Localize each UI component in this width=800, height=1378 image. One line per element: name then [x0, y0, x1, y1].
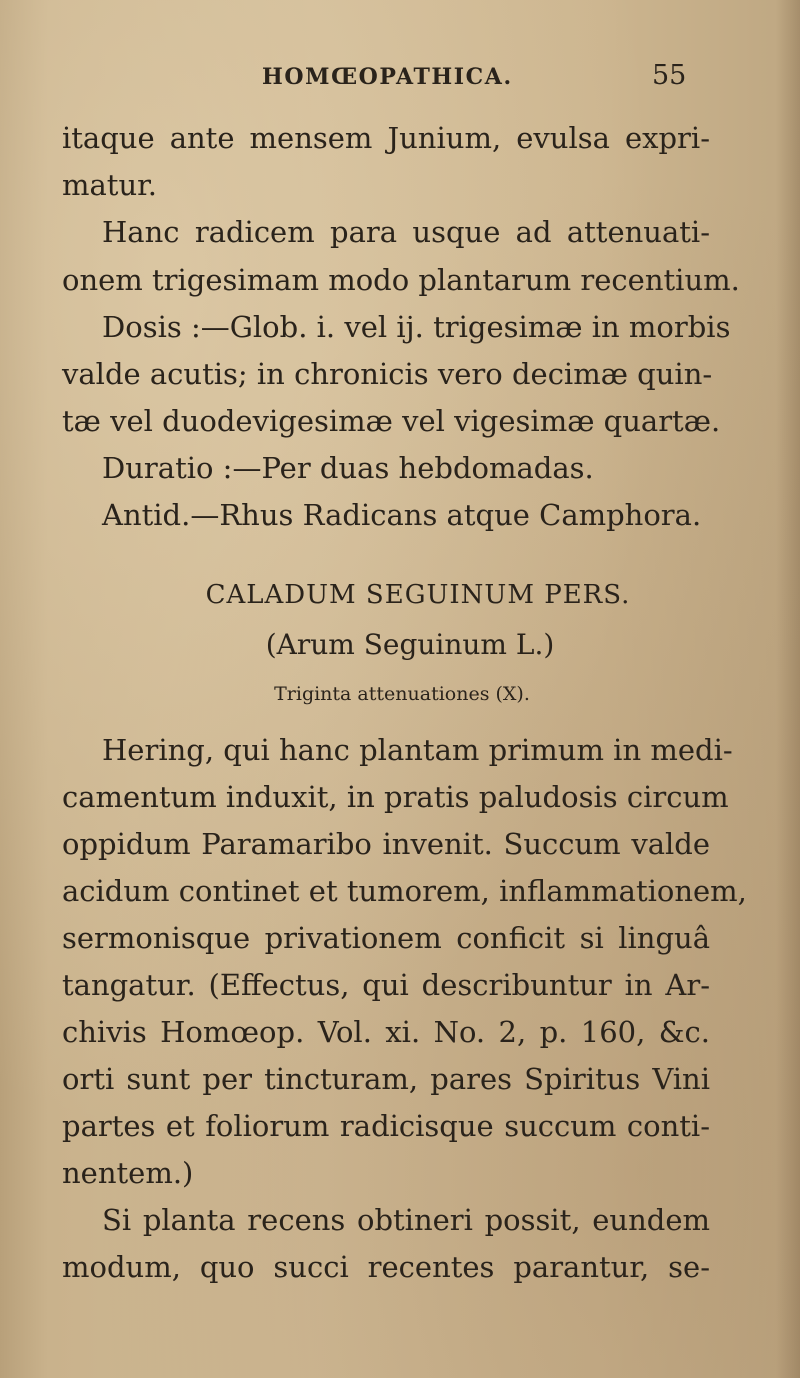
- running-head-title: HOMŒOPATHICA.: [262, 64, 513, 90]
- page-number: 55: [652, 60, 687, 91]
- text-line: Antid.—Rhus Radicans atque Camphora.: [102, 498, 702, 532]
- text-line: tangatur. (Effectus, qui describuntur in Ar-: [62, 968, 710, 1002]
- text-line: Hering, qui hanc plantam primum in medi-: [102, 733, 733, 767]
- section-heading: CALADUM SEGUINUM PERS.: [205, 580, 631, 610]
- text-line: Duratio :—Per duas hebdomadas.: [102, 451, 594, 485]
- text-line: acidum continet et tumorem, inflammationem,: [62, 874, 747, 908]
- attenuations-note: Triginta attenuationes (X).: [274, 683, 530, 705]
- running-head: [0, 60, 800, 100]
- text-line: partes et foliorum radicisque succum conti-: [62, 1109, 710, 1143]
- text-line: Dosis :—Glob. i. vel ij. trigesimæ in morbis: [102, 310, 731, 344]
- text-line: itaque ante mensem Junium, evulsa expri-: [62, 121, 710, 155]
- text-line: oppidum Paramaribo invenit. Succum valde: [62, 827, 710, 861]
- text-line: nentem.): [62, 1156, 194, 1190]
- text-line: tæ vel duodevigesimæ vel vigesimæ quartæ.: [62, 404, 721, 438]
- text-line: sermonisque privationem conficit si linguâ: [62, 921, 710, 955]
- text-line: valde acutis; in chronicis vero decimæ quin-: [62, 357, 713, 391]
- text-line: Si planta recens obtineri possit, eundem: [102, 1203, 710, 1237]
- text-line: Hanc radicem para usque ad attenuati-: [102, 215, 710, 249]
- text-line: onem trigesimam modo plantarum recentium.: [62, 263, 740, 297]
- section-subheading: (Arum Seguinum L.): [265, 628, 555, 661]
- text-line: modum, quo succi recentes parantur, se-: [62, 1250, 710, 1284]
- text-line: camentum induxit, in pratis paludosis circum: [62, 780, 729, 814]
- text-line: matur.: [62, 168, 158, 202]
- text-line: orti sunt per tincturam, pares Spiritus Vini: [62, 1062, 710, 1096]
- text-line: chivis Homœop. Vol. xi. No. 2, p. 160, &c.: [62, 1015, 710, 1049]
